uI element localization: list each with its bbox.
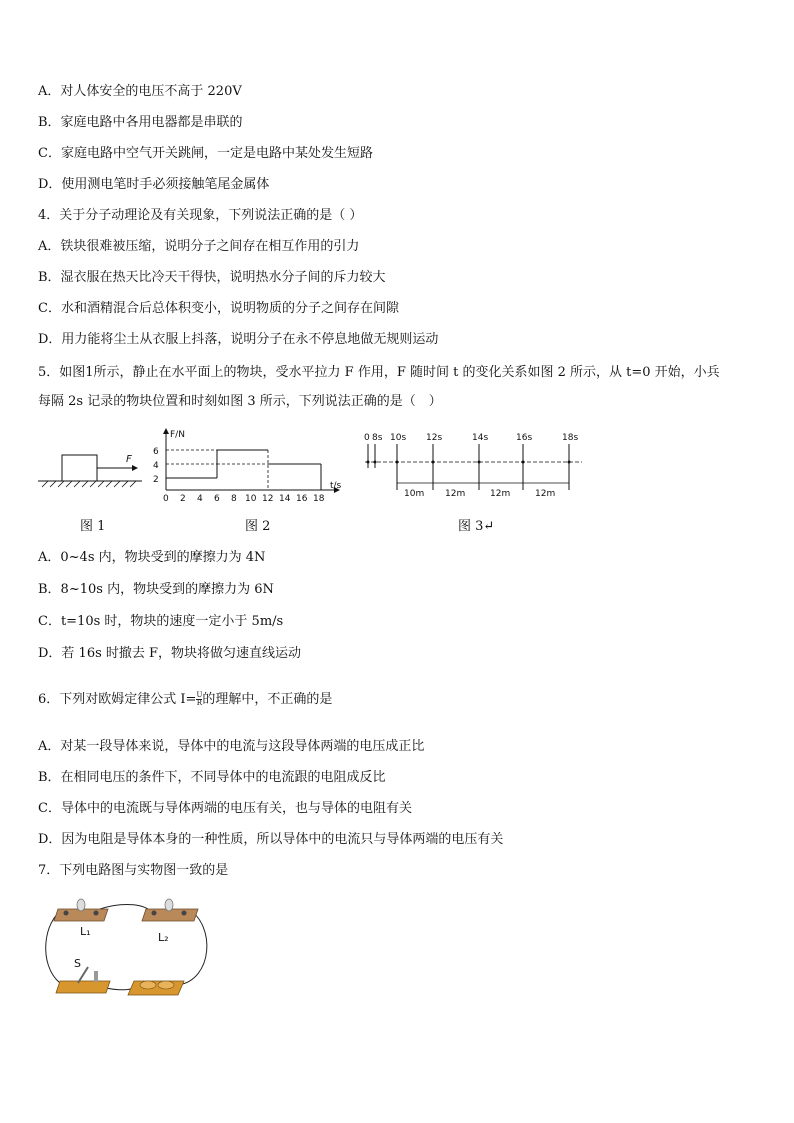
q3-option-a: A．对人体安全的电压不高于 220V	[38, 84, 242, 99]
q5-option-d: D．若 16s 时撤去 F，物块将做匀速直线运动	[38, 646, 302, 661]
figure-1-label: 图 1	[80, 519, 106, 534]
circuit-photo	[38, 895, 218, 1000]
q4-option-d: D．用力能将尘土从衣服上抖落，说明分子在永不停息地做无规则运动	[38, 332, 439, 347]
fraction-denominator: R	[196, 699, 203, 707]
figure-3-record	[360, 428, 590, 504]
figure-3-label: 图 3↵	[458, 519, 495, 534]
q3-option-b: B．家庭电路中各用电器都是串联的	[38, 115, 243, 130]
x-tick-16: 16	[296, 494, 308, 504]
time-16s: 16s	[516, 433, 533, 443]
q3-option-c: C．家庭电路中空气开关跳闸，一定是电路中某处发生短路	[38, 146, 373, 161]
x-tick-14: 14	[279, 494, 291, 504]
q6-stem-pre: 6．下列对欧姆定律公式 I=	[38, 692, 197, 707]
q6-option-d: D．因为电阻是导体本身的一种性质，所以导体中的电流只与导体两端的电压有关	[38, 832, 504, 847]
q5-option-b: B．8~10s 内，物块受到的摩擦力为 6N	[38, 582, 274, 597]
wire-top	[100, 905, 148, 910]
time-12s: 12s	[426, 433, 443, 443]
fraction-numerator: U	[196, 691, 203, 699]
time-8s: 8s	[372, 433, 383, 443]
force-label: F	[126, 454, 132, 465]
x-tick-2: 2	[180, 494, 186, 504]
y-axis-label: F/N	[170, 430, 185, 440]
q5-stem-line1: 5．如图1所示，静止在水平面上的物块，受水平拉力 F 作用，F 随时间 t 的变化关系如图 2 所示，从 t=0 开始，小兵	[38, 365, 720, 380]
lamp-l1-label: L₁	[80, 925, 91, 938]
q4-option-a: A．铁块很难被压缩，说明分子之间存在相互作用的引力	[38, 239, 360, 254]
y-tick-6: 6	[153, 447, 159, 457]
q4-stem: 4．关于分子动理论及有关现象，下列说法正确的是（ ）	[38, 208, 363, 223]
y-tick-2: 2	[153, 475, 159, 485]
time-0: 0	[364, 433, 370, 443]
x-tick-4: 4	[197, 494, 203, 504]
figure-2-graph	[146, 426, 346, 506]
y-tick-4: 4	[153, 461, 159, 471]
switch-label: S	[74, 957, 81, 970]
x-tick-6: 6	[214, 494, 220, 504]
x-tick-18: 18	[313, 494, 325, 504]
lamp-l2-label: L₂	[158, 931, 169, 944]
lamp-l2-bulb	[165, 899, 173, 911]
q3-option-d: D．使用测电笔时手必须接触笔尾金属体	[38, 177, 270, 192]
time-18s: 18s	[562, 433, 579, 443]
q6-option-b: B．在相同电压的条件下，不同导体中的电流跟的电阻成反比	[38, 770, 386, 785]
distance-2: 12m	[445, 489, 466, 499]
figure-1-block	[36, 448, 146, 493]
battery-holder	[128, 981, 184, 995]
distance-4: 12m	[535, 489, 556, 499]
q6-option-c: C．导体中的电流既与导体两端的电压有关，也与导体的电阻有关	[38, 801, 412, 816]
q5-stem-line2: 每隔 2s 记录的物块位置和时刻如图 3 所示，下列说法正确的是（ ）	[38, 394, 442, 409]
q6-stem-post: 的理解中，不正确的是	[202, 692, 333, 707]
distance-3: 12m	[490, 489, 511, 499]
block	[62, 455, 97, 481]
distance-1: 10m	[404, 489, 425, 499]
lamp-l1-bulb	[77, 899, 85, 911]
x-tick-10: 10	[245, 494, 257, 504]
q4-option-b: B．湿衣服在热天比冷天干得快，说明热水分子间的斥力较大	[38, 270, 386, 285]
figure-2-label: 图 2	[245, 519, 271, 534]
q6-stem	[38, 691, 332, 709]
q4-option-c: C．水和酒精混合后总体积变小，说明物质的分子之间存在间隙	[38, 301, 399, 316]
switch-base	[56, 981, 110, 993]
q7-stem: 7．下列电路图与实物图一致的是	[38, 863, 229, 878]
x-tick-0: 0	[163, 494, 169, 504]
time-10s: 10s	[390, 433, 407, 443]
time-14s: 14s	[472, 433, 489, 443]
x-tick-12: 12	[262, 494, 274, 504]
q6-option-a: A．对某一段导体来说，导体中的电流与这段导体两端的电压成正比	[38, 739, 425, 754]
x-tick-8: 8	[231, 494, 237, 504]
q5-option-a: A．0~4s 内，物块受到的摩擦力为 4N	[38, 550, 266, 565]
x-axis-label: t/s	[330, 481, 342, 491]
q5-option-c: C．t=10s 时，物块的速度一定小于 5m/s	[38, 614, 284, 629]
